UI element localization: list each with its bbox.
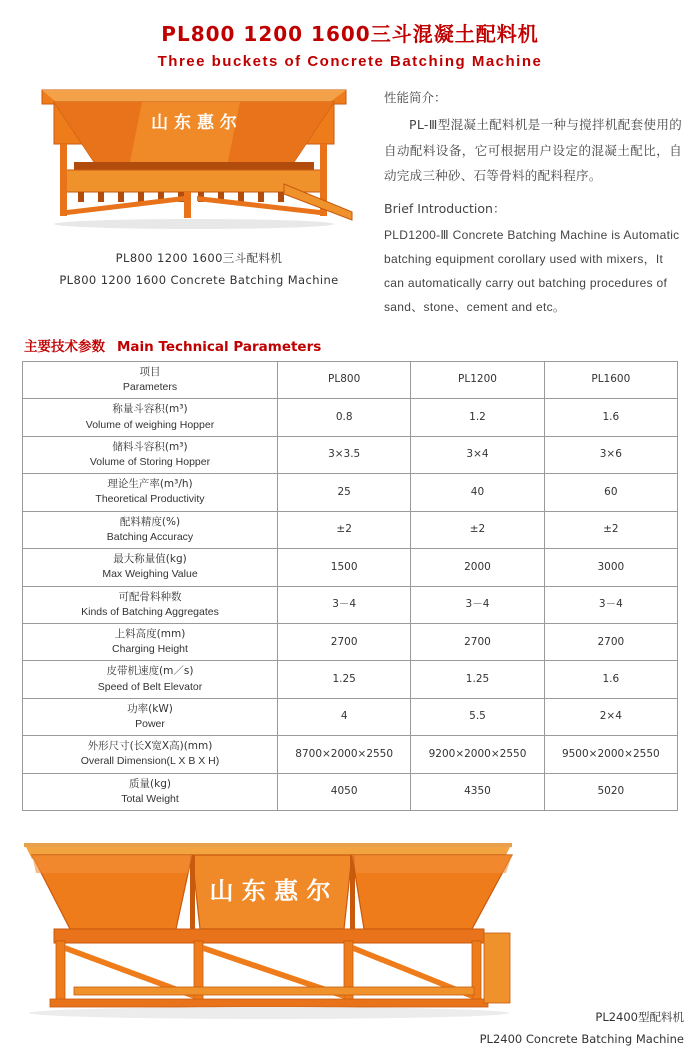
row-value: 3×4: [411, 436, 544, 473]
row-value: 2×4: [544, 698, 677, 735]
params-header-en: Main Technical Parameters: [117, 338, 322, 355]
row-label: 最大称量值(kg) Max Weighing Value: [23, 549, 278, 586]
table-row: [23, 773, 678, 810]
row-value: 1.25: [278, 661, 411, 698]
row-value: 3×6: [544, 436, 677, 473]
table-header-row: [23, 361, 678, 398]
row-value: 2700: [411, 623, 544, 660]
top-left-column: [28, 84, 370, 319]
table-row: [23, 736, 678, 773]
table-row: [23, 436, 678, 473]
row-label: 配料精度(%) Batching Accuracy: [23, 511, 278, 548]
intro-body-en: PLD1200-Ⅲ Concrete Batching Machine is Automatic batching equipment corollary used with mixers，It can automatically carry out batching procedures of sand、stone、cement and etc。: [384, 227, 680, 314]
row-value: 5.5: [411, 698, 544, 735]
row-value: 5020: [544, 773, 677, 810]
intro-body-zh: PL-Ⅲ型混凝土配料机是一种与搅拌机配套使用的自动配料设备，它可根据用户设定的混凝土配比，自动完成三种砂、石等骨料的配料程序。: [384, 117, 682, 184]
row-label: 皮带机速度(m／s) Speed of Belt Elevator: [23, 661, 278, 698]
table-row: [23, 698, 678, 735]
row-value: 3000: [544, 549, 677, 586]
row-label: 储料斗容积(m³) Volume of Storing Hopper: [23, 436, 278, 473]
row-label: 称量斗容积(m³) Volume of weighing Hopper: [23, 399, 278, 436]
caption-top-en: PL800 1200 1600 Concrete Batching Machine: [59, 272, 339, 287]
caption-bottom-en: PL2400 Concrete Batching Machine: [479, 1032, 684, 1047]
table-header-cell-pl800: PL800: [278, 361, 411, 398]
row-value: 0.8: [278, 399, 411, 436]
row-value: ±2: [411, 511, 544, 548]
row-value: 2700: [278, 623, 411, 660]
machine-photo-bottom: [14, 837, 524, 1022]
table-header-cell-item: [23, 361, 278, 398]
table-row: [23, 586, 678, 623]
page-title-zh: PL800 1200 1600三斗混凝土配料机: [161, 22, 539, 46]
row-value: 40: [411, 474, 544, 511]
row-value: 1.6: [544, 399, 677, 436]
machine-photo-top: [34, 84, 354, 232]
top-section: [0, 84, 700, 319]
table-row: [23, 474, 678, 511]
row-value: 1500: [278, 549, 411, 586]
params-header-zh: 主要技术参数: [24, 338, 105, 355]
row-label: 质量(kg) Total Weight: [23, 773, 278, 810]
th-item-zh: 项目: [139, 365, 161, 378]
row-value: 4350: [411, 773, 544, 810]
brand-text-top: 山 东 惠 尔: [151, 113, 237, 133]
row-label: 上料高度(mm) Charging Height: [23, 623, 278, 660]
table-row: [23, 511, 678, 548]
row-value: 3×3.5: [278, 436, 411, 473]
document-page: [0, 18, 700, 1047]
row-value: 2700: [544, 623, 677, 660]
row-value: 3－4: [411, 586, 544, 623]
row-value: 4: [278, 698, 411, 735]
table-row: [23, 549, 678, 586]
row-value: 3－4: [544, 586, 677, 623]
brand-text-bottom: 山 东 惠 尔: [209, 877, 331, 906]
row-value: 60: [544, 474, 677, 511]
row-value: 1.2: [411, 399, 544, 436]
page-title-en: Three buckets of Concrete Batching Machine: [157, 53, 543, 70]
row-value: 8700×2000×2550: [278, 736, 411, 773]
row-label: 外形尺寸(长X宽X高)(mm) Overall Dimension(L X B X H): [23, 736, 278, 773]
row-label: 功率(kW) Power: [23, 698, 278, 735]
row-value: ±2: [278, 511, 411, 548]
row-value: 2000: [411, 549, 544, 586]
row-value: ±2: [544, 511, 677, 548]
caption-top-zh: PL800 1200 1600三斗配料机: [115, 251, 283, 265]
specifications-table: [22, 361, 678, 811]
table-header-cell-pl1200: PL1200: [411, 361, 544, 398]
caption-bottom: [480, 1007, 684, 1051]
bottom-section: [0, 837, 700, 1047]
row-label: 理论生产率(m³/h) Theoretical Productivity: [23, 474, 278, 511]
row-value: 4050: [278, 773, 411, 810]
caption-bottom-zh: PL2400型配料机: [595, 1010, 684, 1025]
intro-heading-zh: 性能简介：: [384, 90, 447, 105]
row-value: 9200×2000×2550: [411, 736, 544, 773]
th-item-en: Parameters: [122, 381, 178, 394]
row-value: 25: [278, 474, 411, 511]
row-label: 可配骨料种数 Kinds of Batching Aggregates: [23, 586, 278, 623]
table-header-cell-pl1600: PL1600: [544, 361, 677, 398]
row-value: 1.6: [544, 661, 677, 698]
introduction-block: [370, 84, 682, 319]
params-header: [24, 335, 700, 355]
caption-top: [28, 248, 370, 292]
row-value: 1.25: [411, 661, 544, 698]
row-value: 3－4: [278, 586, 411, 623]
table-row: [23, 661, 678, 698]
table-row: [23, 623, 678, 660]
table-row: [23, 399, 678, 436]
intro-heading-en: Brief Introduction：: [384, 200, 506, 216]
row-value: 9500×2000×2550: [544, 736, 677, 773]
